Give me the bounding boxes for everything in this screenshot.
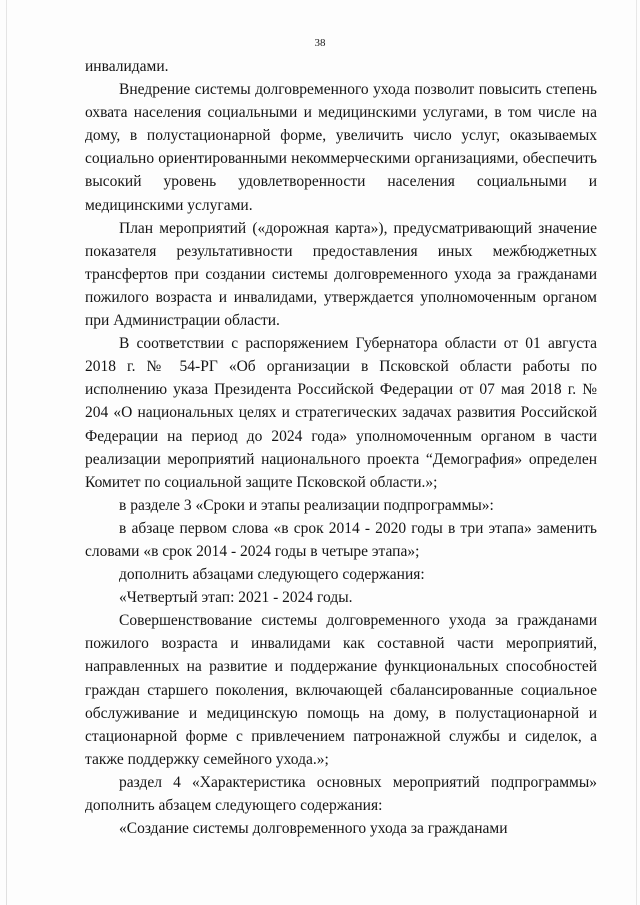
paragraph-4: В соответствии с распоряжением Губернатора области от 01 августа 2018 г. № 54-РГ «Об организации в Псковской области работы по исполнению указа Президента Российской Федерации от 07 мая 2018 г. № 204 «О национальных целях и стратегических задачах развития Российской Федерации на период до 2024 года» уполномоченным органом в части реализации мероприятий национального проекта “Демография» определен Комитет по социальной защите Псковской области.»; bbox=[85, 335, 597, 491]
scan-edge-right bbox=[636, 0, 637, 905]
paragraph-10: раздел 4 «Характеристика основных мероприятий подпрограммы» дополнить абзацем следующего содержания: bbox=[85, 773, 597, 814]
paragraph-5: в разделе 3 «Сроки и этапы реализации подпрограммы»: bbox=[119, 496, 494, 514]
paragraph-11: «Создание системы долговременного ухода за гражданами bbox=[119, 820, 508, 838]
paragraph-9: Совершенствование системы долговременного ухода за гражданами пожилого возраста и инвалидами как составной части мероприятий, направленных на развитие и поддержание функциональных способностей граждан старшего поколения, включающей сбалансированные социальное обслуживание и медицинскую помощь на дому, в полустационарной и стационарной форме с привлечением патронажной службы и сиделок, а также поддержку семейного ухода.»; bbox=[85, 612, 597, 768]
paragraph-3: План мероприятий («дорожная карта»), предусматривающий значение показателя результативности предоставления иных межбюджетных трансфертов при создании системы долговременного ухода за гражданами пожилого возраста и инвалидами, утверждается уполномоченным органом при Администрации области. bbox=[85, 219, 597, 330]
paragraph-1: инвалидами. bbox=[85, 58, 169, 75]
scan-edge-left bbox=[6, 0, 7, 905]
paragraph-7: дополнить абзацами следующего содержания: bbox=[119, 566, 425, 584]
page-number: 38 bbox=[314, 37, 326, 49]
paragraph-8: «Четвертый этап: 2021 - 2024 годы. bbox=[119, 589, 353, 607]
paragraph-2: Внедрение системы долговременного ухода позволит повысить степень охвата населения социальными и медицинскими услугами, в том числе на дому, в полустационарной форме, увеличить число услуг, оказываемых социально ориентированными некоммерческими организациями, обеспечить высокий уровень удовлетворенности населения социальными и медицинскими услугами. bbox=[85, 81, 597, 214]
document-body bbox=[85, 55, 597, 840]
paragraph-6: в абзаце первом слова «в срок 2014 - 2020 годы в три этапа» заменить словами «в срок 2014 - 2024 годы в четыре этапа»; bbox=[85, 519, 597, 560]
